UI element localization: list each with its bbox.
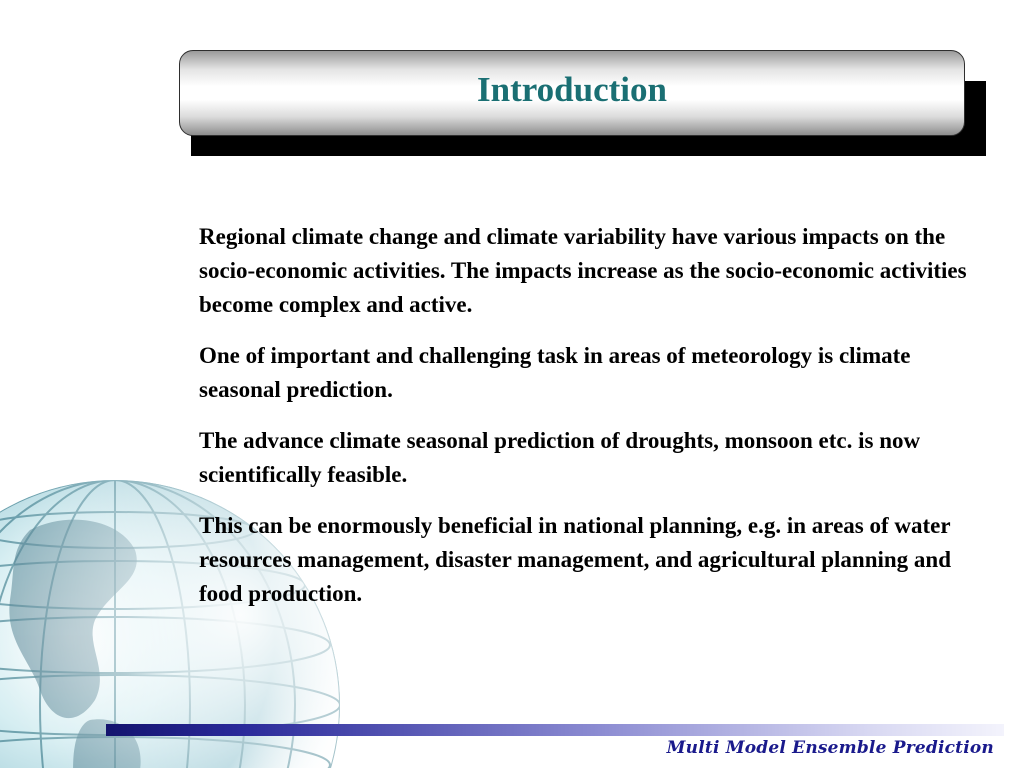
slide-body — [199, 220, 974, 628]
slide-title: Introduction — [477, 70, 667, 109]
paragraph: One of important and challenging task in areas of meteorology is climate seasonal prediction. — [199, 343, 911, 402]
footer-caption: Multi Model Ensemble Prediction — [666, 738, 994, 758]
title-banner — [179, 50, 965, 136]
paragraph: Regional climate change and climate variability have various impacts on the socio-economic activities. The impacts increase as the socio-economic activities become complex and active. — [199, 224, 967, 317]
paragraph: The advance climate seasonal prediction of droughts, monsoon etc. is now scientifically feasible. — [199, 428, 921, 487]
paragraph: This can be enormously beneficial in national planning, e.g. in areas of water resources management, disaster management, and agricultural planning and food production. — [199, 513, 952, 606]
footer-bar — [106, 724, 1004, 736]
